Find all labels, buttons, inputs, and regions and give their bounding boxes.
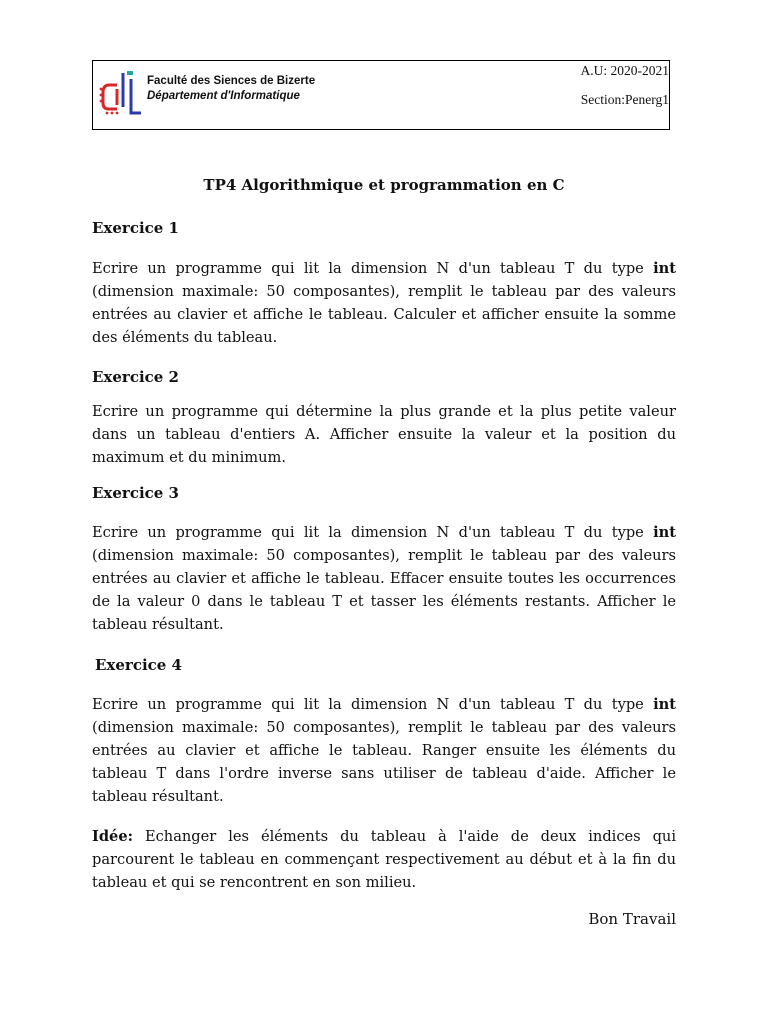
exercise-2-text: Ecrire un programme qui détermine la plus grande et la plus petite valeur dans un tableau d'entiers A. Afficher ensuite la valeur et la position du maximum et du minimum.	[92, 403, 676, 466]
institution-name: Faculté des Siences de Bizerte	[147, 75, 316, 87]
closing-text: Bon Travail	[588, 910, 676, 928]
exercise-1-text: Ecrire un programme qui lit la dimension N d'un tableau T du type int (dimension maximale: 50 composantes), remplit le tableau par des valeurs entrées au clavier et affiche le tableau. Calculer et afficher ensuite la somme des éléments du tableau.	[92, 260, 676, 346]
document-header	[92, 60, 670, 130]
section-label: Section:Penerg1	[580, 92, 669, 107]
exercise-2-heading: Exercice 2	[92, 368, 179, 386]
academic-year: A.U: 2020-2021	[580, 63, 669, 78]
idea-label: Idée:	[92, 828, 133, 845]
keyword-int: int	[653, 524, 676, 541]
faculty-logo-icon	[97, 67, 145, 121]
exercise-4-text: Ecrire un programme qui lit la dimension N d'un tableau T du type int (dimension maximale: 50 composantes), remplit le tableau par des valeurs entrées au clavier et affiche le tableau. Ranger ensuite les éléments du tableau T dans l'ordre inverse sans utiliser de tableau d'aide. Afficher le tableau résultant.	[92, 696, 676, 805]
exercise-3-heading: Exercice 3	[92, 484, 179, 502]
page-title: TP4 Algorithmique et programmation en C	[203, 176, 565, 194]
department-name: Département d'Informatique	[147, 90, 300, 102]
keyword-int: int	[653, 260, 676, 277]
idea-paragraph: Idée: Echanger les éléments du tableau à l'aide de deux indices qui parcourent le tableau en commençant respectivement au début et à la fin du tableau et qui se rencontrent en son milieu.	[92, 828, 676, 891]
exercise-4-heading: Exercice 4	[95, 656, 182, 674]
exercise-1-heading: Exercice 1	[92, 219, 179, 237]
keyword-int: int	[653, 696, 676, 713]
exercise-3-text: Ecrire un programme qui lit la dimension N d'un tableau T du type int (dimension maximale: 50 composantes), remplit le tableau par des valeurs entrées au clavier et affiche le tableau. Effacer ensuite toutes les occurrences de la valeur 0 dans le tableau T et tasser les éléments restants. Afficher le tableau résultant.	[92, 524, 676, 633]
